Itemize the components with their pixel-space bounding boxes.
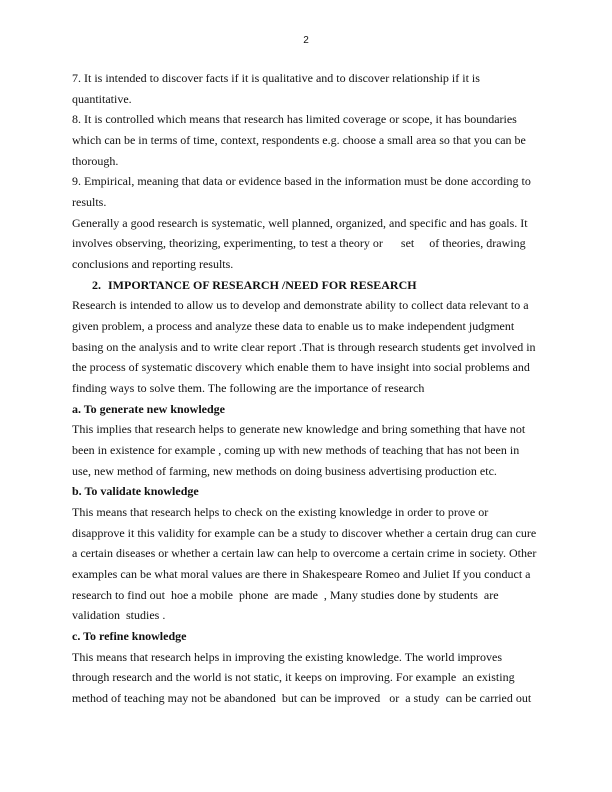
text-line: This means that research helps in improving the existing knowledge. The world improves (72, 649, 503, 664)
text-line: method of teaching may not be abandoned but can be improved or a study can be carried out (72, 691, 532, 706)
text-line: examples can be what moral values are there in Shakespeare Romeo and Juliet If you conduct a (72, 567, 531, 582)
text-line: 7. It is intended to discover facts if it is qualitative and to discover relationship if it is (72, 71, 480, 85)
subheading-generate-knowledge: a. To generate new knowledge (72, 401, 225, 416)
text-line: Research is intended to allow us to develop and demonstrate ability to collect data relevant to a (72, 298, 529, 313)
text-line: through research and the world is not static, it keeps on improving. For example an existing (72, 670, 515, 685)
text-line: finding ways to solve them. The following are the importance of research (72, 381, 425, 396)
subheading-refine-knowledge: c. To refine knowledge (72, 629, 187, 644)
text-line: This means that research helps to check on the existing knowledge in order to prove or (72, 505, 489, 520)
text-line: thorough. (72, 153, 119, 168)
text-line: use, new method of farming, new methods on doing business advertising production etc. (72, 463, 497, 478)
text-line: results. (72, 195, 107, 210)
page-number: 2 (303, 35, 309, 46)
text-line: basing on the analysis and to write clear report .That is through research students get involved in (72, 339, 536, 354)
text-line: 9. Empirical, meaning that data or evidence based in the information must be done according to (72, 174, 531, 189)
text-line: disapprove it this validity for example can be a study to discover whether a certain drug can cure (72, 525, 537, 540)
text-line: validation studies . (72, 608, 166, 623)
text-line: involves observing, theorizing, experimenting, to test a theory or set of theories, drawing (72, 236, 526, 251)
text-line: been in existence for example , coming up with new methods of teaching that has not been in (72, 443, 520, 458)
text-line: Generally a good research is systematic, well planned, organized, and specific and has goals. It (72, 215, 528, 230)
text-line: a certain diseases or whether a certain law can help to overcome a certain crime in society. Other (72, 546, 537, 561)
subheading-validate-knowledge: b. To validate knowledge (72, 484, 199, 499)
text-line: research to find out hoe a mobile phone are made , Many studies done by students are (72, 587, 499, 602)
text-line: This implies that research helps to generate new knowledge and bring something that have not (72, 422, 526, 437)
text-line: 8. It is controlled which means that research has limited coverage or scope, it has boundaries (72, 112, 517, 127)
text-line: conclusions and reporting results. (72, 257, 234, 272)
text-line: which can be in terms of time, context, respondents e.g. choose a small area so that you can be (72, 133, 526, 147)
section-heading: IMPORTANCE OF RESEARCH /NEED FOR RESEARCH (108, 277, 417, 292)
text-line: the process of systematic discovery which enable them to have insight into social problems and (72, 360, 530, 375)
text-line: given problem, a process and analyze these data to enable us to make independent judgment (72, 319, 515, 334)
section-number: 2. (92, 277, 101, 292)
text-line: quantitative. (72, 91, 132, 106)
